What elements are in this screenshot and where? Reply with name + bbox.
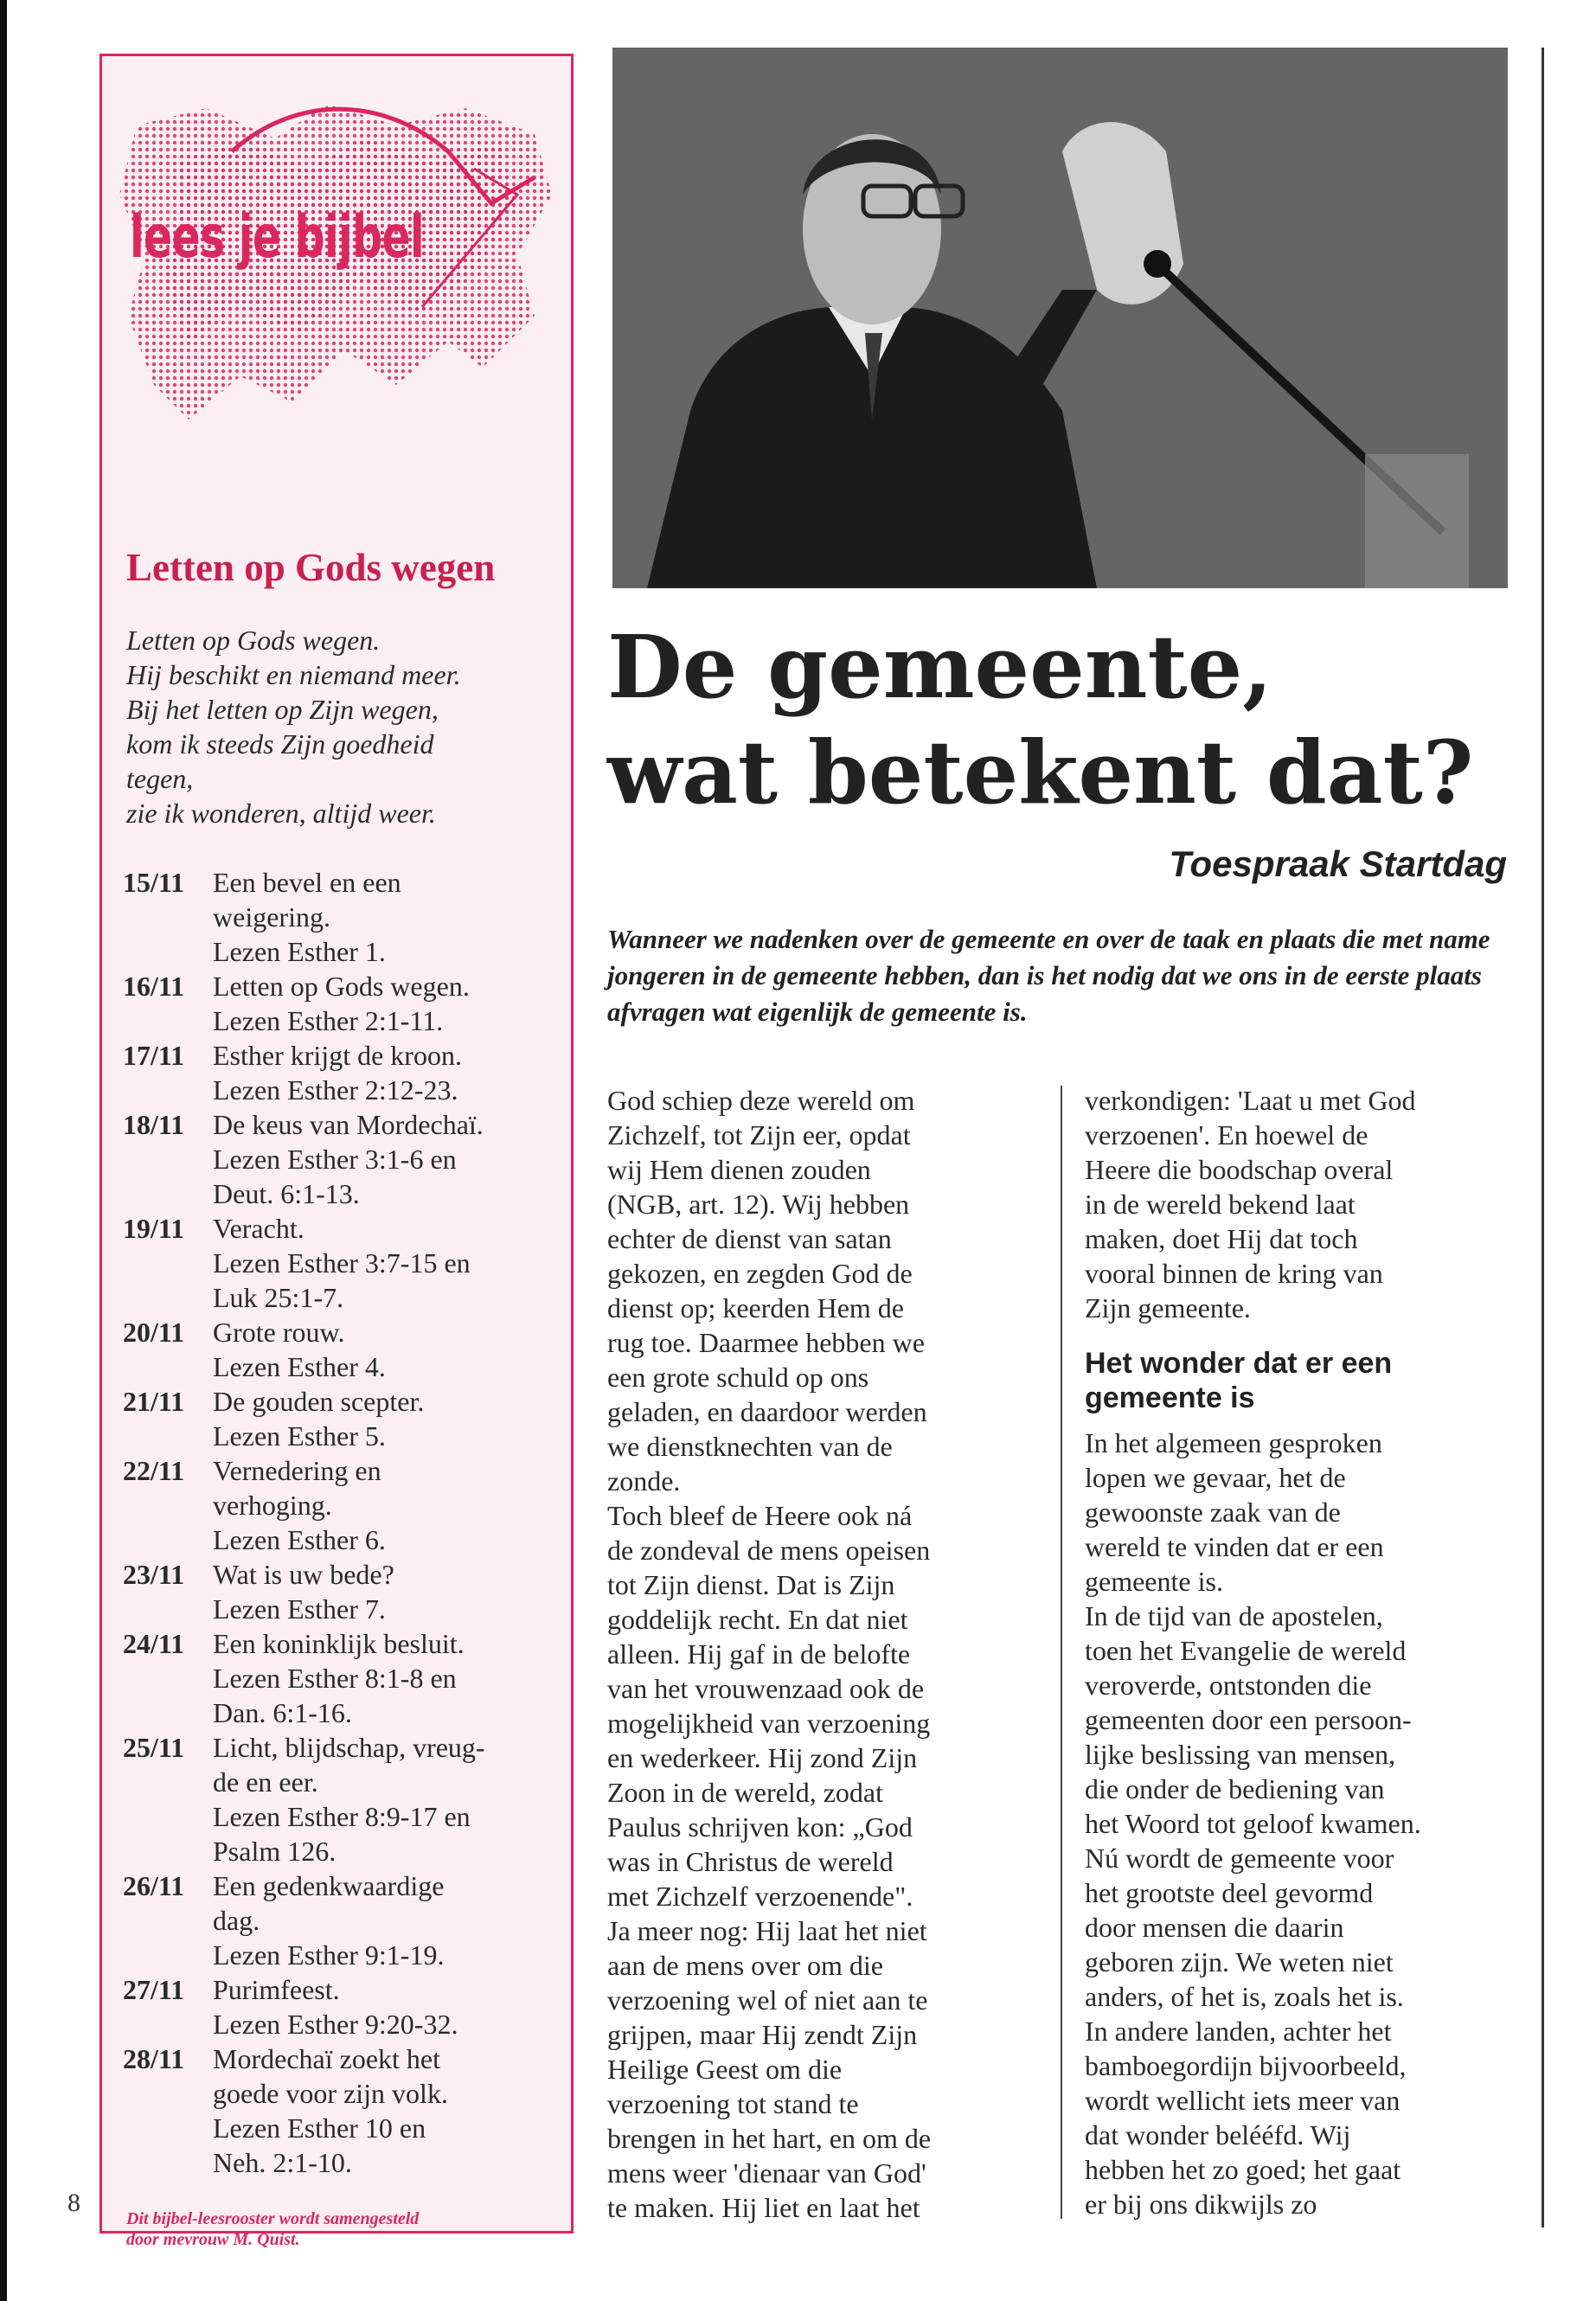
article-text-line: maken, doet Hij dat toch — [1085, 1223, 1358, 1254]
article-intro: Wanneer we nadenken over de gemeente en over de taak en plaats die met name jongeren in de gemeente hebben, dan is het nodig dat we ons in de eerste plaats afvragen wat eigenlijk de gemeente is. — [607, 924, 1490, 1027]
reading-date: 19/11 — [123, 1213, 185, 1244]
reading-reference: Lezen Esther 3:1-6 en — [213, 1144, 457, 1175]
reading-date: 20/11 — [123, 1317, 185, 1348]
article-text-line: verkondigen: 'Laat u met God — [1085, 1085, 1416, 1116]
reading-text — [213, 1453, 564, 1557]
reading-reference: Lezen Esther 2:12-23. — [213, 1074, 458, 1106]
reading-title: Letten op Gods wegen. — [213, 971, 470, 1002]
reading-title: Een gedenkwaardige — [213, 1870, 445, 1901]
reading-title: Mordechaï zoekt het — [213, 2043, 440, 2074]
article-text-line: veroverde, ontstonden die — [1085, 1670, 1372, 1701]
article-text-line: met Zichzelf verzoenende". — [607, 1881, 913, 1912]
reading-title: Veracht. — [213, 1213, 304, 1244]
section-heading — [1085, 1346, 1526, 1415]
poem-line: Hij beschikt en niemand meer. — [126, 659, 461, 690]
article-text-line: In het algemeen gesproken — [1085, 1427, 1382, 1458]
reading-title: Een bevel en een — [213, 867, 401, 898]
reading-title: weigering. — [213, 901, 330, 933]
article-text-line: wereld te vinden dat er een — [1085, 1531, 1384, 1562]
poem-line: Bij het letten op Zijn wegen, — [126, 694, 439, 725]
reading-title: Een koninklijk besluit. — [213, 1628, 465, 1659]
article-text-line: verzoening tot stand te — [607, 2088, 859, 2119]
reading-date: 17/11 — [123, 1040, 185, 1071]
reading-reference: Lezen Esther 7. — [213, 1593, 386, 1625]
reading-entry — [123, 1626, 564, 1730]
article-text-line: hebben het zo goed; het gaat — [1085, 2154, 1401, 2185]
reading-entry — [123, 1972, 564, 2041]
article-text-line: anders, of het is, zoals het is. — [1085, 1981, 1404, 2012]
article-text-line: in de wereld bekend laat — [1085, 1189, 1356, 1220]
article-text-line: bamboegordijn bijvoorbeeld, — [1085, 2050, 1407, 2081]
article-text-line: te maken. Hij liet en laat het — [607, 2192, 920, 2223]
reading-entry — [123, 2041, 564, 2180]
article-text-line: en wederkeer. Hij zond Zijn — [607, 1742, 918, 1773]
article-text-line: Zoon in de wereld, zodat — [607, 1777, 883, 1808]
article-text-line: verzoenen'. En hoewel de — [1085, 1119, 1368, 1150]
reading-title: Grote rouw. — [213, 1317, 345, 1348]
reading-date: 21/11 — [123, 1386, 185, 1417]
article-text-line: gewoonste zaak van de — [1085, 1497, 1341, 1528]
reading-entry — [123, 1107, 564, 1211]
article-text-line: Ja meer nog: Hij laat het niet — [607, 1915, 927, 1946]
article-text-line: tot Zijn dienst. Dat is Zijn — [607, 1569, 895, 1600]
reading-text — [213, 865, 564, 969]
reading-text — [213, 969, 564, 1038]
headline-line: wat betekent dat? — [607, 721, 1474, 824]
reading-reference: Dan. 6:1-16. — [213, 1697, 352, 1728]
reading-reference: Lezen Esther 9:1-19. — [213, 1939, 445, 1971]
reading-reference: Lezen Esther 3:7-15 en — [213, 1247, 471, 1279]
article-text-line: geladen, en daardoor werden — [607, 1396, 927, 1427]
article-text-line: verzoening wel of niet aan te — [607, 1984, 928, 2016]
poem-line: kom ik steeds Zijn goedheid — [126, 728, 434, 760]
article-subtitle: Toespraak Startdag — [1169, 843, 1507, 884]
article-text-line: er bij ons dikwijls zo — [1085, 2189, 1317, 2220]
article-text-line: mens weer 'dienaar van God' — [607, 2157, 926, 2189]
article-text-line: het Woord tot geloof kwamen. — [1085, 1808, 1421, 1839]
article-text-line: gemeente is. — [1085, 1566, 1223, 1597]
article-text-line: een grote schuld op ons — [607, 1362, 869, 1393]
reading-reference: Neh. 2:1-10. — [213, 2147, 352, 2178]
reading-entry — [123, 1211, 564, 1315]
section-heading-line: Het wonder dat er een — [1085, 1347, 1393, 1380]
footer-line: Dit bijbel-leesrooster wordt samengesteld — [126, 2209, 420, 2228]
reading-title: de en eer. — [213, 1766, 318, 1798]
reading-entry — [123, 865, 564, 969]
logo-halftone-graphic — [102, 56, 576, 515]
article-text-line: gemeenten door een persoon- — [1085, 1704, 1412, 1735]
article-text-line: wij Hem dienen zouden — [607, 1154, 871, 1185]
reading-text — [213, 1730, 564, 1868]
reading-title: Purimfeest. — [213, 1974, 340, 2005]
reading-title: Esther krijgt de kroon. — [213, 1040, 462, 1071]
article-text-line: vooral binnen de kring van — [1085, 1258, 1383, 1289]
lees-je-bijbel-logo — [102, 56, 576, 515]
article-text-line: God schiep deze wereld om — [607, 1085, 915, 1116]
reading-title: dag. — [213, 1905, 260, 1936]
reading-date: 18/11 — [123, 1109, 185, 1140]
reading-text — [213, 1972, 564, 2041]
reading-reference: Lezen Esther 5. — [213, 1420, 386, 1452]
reading-reference: Lezen Esther 9:20-32. — [213, 2009, 458, 2040]
article-text-line: aan de mens over om die — [607, 1950, 883, 1981]
reading-reference: Lezen Esther 1. — [213, 936, 386, 967]
article-headline — [607, 614, 1533, 825]
reading-reference: Lezen Esther 4. — [213, 1351, 386, 1382]
reading-text — [213, 1557, 564, 1626]
reading-schedule-sidebar — [99, 54, 574, 2249]
column-divider — [1061, 1086, 1062, 2219]
reading-title: goede voor zijn volk. — [213, 2078, 448, 2109]
column-edge-rule — [1542, 48, 1544, 2227]
reading-title: verhoging. — [213, 1490, 332, 1521]
speaker-photo — [612, 48, 1508, 588]
reading-text — [213, 1038, 564, 1107]
reading-entry — [123, 1868, 564, 1972]
article-text-line: Heilige Geest om die — [607, 2054, 843, 2085]
article-column-right-top — [1085, 1083, 1526, 1325]
reading-title: Wat is uw bede? — [213, 1559, 394, 1590]
reading-date: 24/11 — [123, 1628, 185, 1659]
reading-entry — [123, 1730, 564, 1868]
article-text-line: die onder de bediening van — [1085, 1773, 1385, 1804]
reading-title: Vernedering en — [213, 1455, 381, 1486]
reading-reference: Lezen Esther 10 en — [213, 2112, 426, 2144]
reading-reference: Lezen Esther 6. — [213, 1524, 386, 1555]
article-text-line: Toch bleef de Heere ook ná — [607, 1500, 913, 1531]
article-text-line: zonde. — [607, 1465, 681, 1497]
page-number: 8 — [67, 2189, 80, 2217]
reading-entry — [123, 1038, 564, 1107]
reading-text — [213, 1211, 564, 1315]
reading-text — [213, 1384, 564, 1453]
reading-title: De gouden scepter. — [213, 1386, 425, 1417]
reading-list — [123, 865, 564, 2180]
reading-reference: Lezen Esther 8:9-17 en — [213, 1801, 471, 1832]
headline-line: De gemeente, — [607, 616, 1273, 718]
article-text-line: toen het Evangelie de wereld — [1085, 1635, 1407, 1666]
article-text-line: (NGB, art. 12). Wij hebben — [607, 1189, 910, 1220]
reading-date: 15/11 — [123, 867, 185, 898]
reading-date: 25/11 — [123, 1732, 185, 1763]
article-text-line: de zondeval de mens opeisen — [607, 1535, 931, 1566]
section-heading-line: gemeente is — [1085, 1381, 1255, 1414]
reading-entry — [123, 1384, 564, 1453]
reading-entry — [123, 1315, 564, 1384]
article-text-line: wordt wellicht iets meer van — [1085, 2085, 1401, 2116]
sidebar-footer — [126, 2208, 559, 2250]
reading-title: Licht, blijdschap, vreug- — [213, 1732, 485, 1763]
logo-text: lees je bijbel — [130, 203, 424, 272]
article-text-line: Heere die boodschap overal — [1085, 1154, 1394, 1185]
poem-line: tegen, — [126, 763, 194, 794]
reading-date: 26/11 — [123, 1870, 185, 1901]
reading-reference: Lezen Esther 8:1-8 en — [213, 1663, 457, 1694]
page-edge-rule — [0, 0, 7, 2301]
reading-text — [213, 1626, 564, 1730]
reading-date: 27/11 — [123, 1974, 185, 2005]
article-text-line: Zijn gemeente. — [1085, 1292, 1251, 1324]
reading-text — [213, 2041, 564, 2180]
article-text-line: brengen in het hart, en om de — [607, 2123, 932, 2154]
article-column-left — [607, 1083, 1033, 2225]
reading-text — [213, 1107, 564, 1211]
poem-line: zie ik wonderen, altijd weer. — [126, 798, 436, 829]
article-text-line: van het vrouwenzaad ook de — [607, 1673, 925, 1704]
article-text-line: alleen. Hij gaf in de belofte — [607, 1638, 911, 1670]
article-text-line: Zichzelf, tot Zijn eer, opdat — [607, 1119, 911, 1150]
reading-entry — [123, 969, 564, 1038]
article-text-line: goddelijk recht. En dat niet — [607, 1604, 908, 1635]
article-text-line: dienst op; keerden Hem de — [607, 1292, 904, 1324]
reading-reference: Deut. 6:1-13. — [213, 1178, 360, 1209]
footer-line: door mevrouw M. Quist. — [126, 2230, 300, 2249]
reading-text — [213, 1315, 564, 1384]
reading-date: 28/11 — [123, 2043, 185, 2074]
reading-entry — [123, 1557, 564, 1626]
article-text-line: het grootste deel gevormd — [1085, 1877, 1374, 1908]
reading-text — [213, 1868, 564, 1972]
article-column-right-bottom — [1085, 1426, 1526, 2221]
reading-reference: Lezen Esther 2:1-11. — [213, 1005, 444, 1036]
article-text-line: lijke beslissing van mensen, — [1085, 1739, 1396, 1770]
article-text-line: was in Christus de wereld — [607, 1846, 894, 1877]
article-text-line: Nú wordt de gemeente voor — [1085, 1843, 1394, 1874]
article-text-line: grijpen, maar Hij zendt Zijn — [607, 2019, 918, 2050]
article-text-line: In de tijd van de apostelen, — [1085, 1600, 1383, 1631]
reading-entry — [123, 1453, 564, 1557]
article-text-line: Paulus schrijven kon: „God — [607, 1811, 913, 1843]
article-text-line: geboren zijn. We weten niet — [1085, 1946, 1394, 1977]
sidebar-heading: Letten op Gods wegen — [126, 546, 496, 589]
reading-reference: Psalm 126. — [213, 1836, 337, 1867]
article-text-line: gekozen, en zegden God de — [607, 1258, 913, 1289]
article-text-line: In andere landen, achter het — [1085, 2016, 1392, 2047]
poem — [126, 623, 559, 830]
article-text-line: lopen we gevaar, het de — [1085, 1462, 1346, 1493]
reading-date: 16/11 — [123, 971, 185, 1002]
reading-date: 22/11 — [123, 1455, 185, 1486]
speaker-photo-image — [612, 48, 1508, 588]
article-text-line: mogelijkheid van verzoening — [607, 1708, 931, 1739]
reading-reference: Luk 25:1-7. — [213, 1282, 344, 1313]
article-text-line: rug toe. Daarmee hebben we — [607, 1327, 925, 1358]
article-text-line: door mensen die daarin — [1085, 1912, 1344, 1943]
article-text-line: we dienstknechten van de — [607, 1431, 893, 1462]
article-text-line: dat wonder belééfd. Wij — [1085, 2119, 1351, 2150]
reading-date: 23/11 — [123, 1559, 185, 1590]
poem-line: Letten op Gods wegen. — [126, 625, 381, 656]
article-text-line: echter de dienst van satan — [607, 1223, 892, 1254]
reading-title: De keus van Mordechaï. — [213, 1109, 484, 1140]
